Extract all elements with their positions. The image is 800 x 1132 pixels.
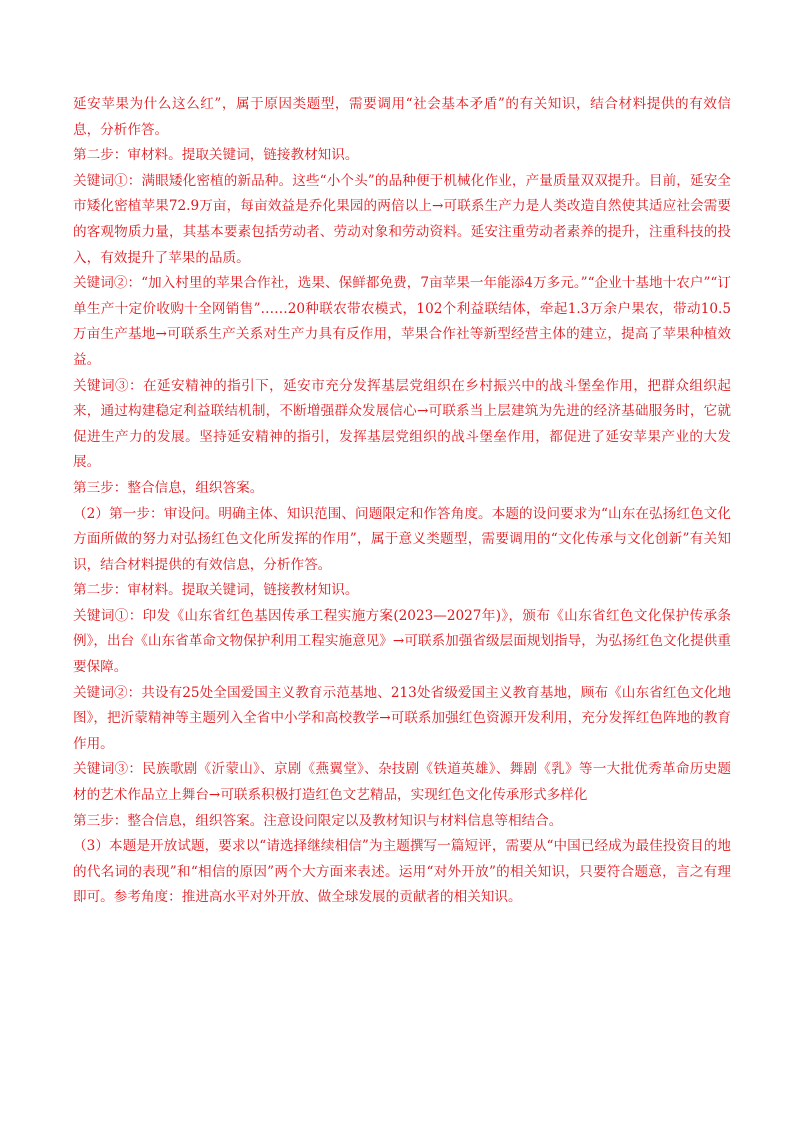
paragraph: 关键词②：共设有25处全国爱国主义教育示范基地、213处省级爱国主义教育基地，顾布《山东省红色文化地图》，把沂蒙精神等主题列入全省中小学和高校教学→可联系加强红色资源开发利用，充分发挥红色阵地的教育作用。 — [73, 684, 731, 752]
answer-analysis — [73, 92, 731, 911]
paragraph: 关键词①：印发《山东省红色基因传承工程实施方案(2023—2027年)》，颁布《山东省红色文化保护传承条例》，出台《山东省革命文物保护利用工程实施意见》→可联系加强省级层面规划指导，为弘扬红色文化提供重要保障。 — [73, 607, 731, 676]
paragraph: 第二步：审材料。提取关键词，链接教材知识。 — [73, 147, 359, 164]
paragraph: 延安苹果为什么这么红”，属于原因类题型，需要调用“社会基本矛盾”的有关知识，结合材料提供的有效信息，分析作答。 — [73, 96, 731, 138]
paragraph: （2）第一步：审设问。明确主体、知识范围、问题限定和作答角度。本题的设问要求为“山东在弘扬红色文化方面所做的努力对弘扬红色文化所发挥的作用”，属于意义类题型，需要调用的“文化传承与文化创新”有关知识，结合材料提供的有效信息，分析作答。 — [73, 505, 731, 573]
paragraph: 关键词③：民族歌剧《沂蒙山》、京剧《燕翼堂》、杂技剧《铁道英雄》、舞剧《乳》等一大批优秀革命历史题材的艺术作品立上舞台→可联系积极打造红色文艺精品，实现红色文化传承形式多样化 — [73, 761, 731, 804]
paragraph: （3）本题是开放试题，要求以“请选择继续相信”为主题撰写一篇短评，需要从“中国已经成为最佳投资目的地的代名词的表现”和“相信的原因”两个大方面来表述。运用“对外开放”的相关知识，只要符合题意，言之有理即可。参考角度：推进高水平对外开放、做全球发展的贡献者的相关知识。 — [73, 838, 731, 906]
paragraph: 关键词③：在延安精神的指引下，延安市充分发挥基层党组织在乡村振兴中的战斗堡垒作用，把群众组织起来，通过构建稳定利益联结机制，不断增强群众发展信心→可联系当上层建筑为先进的经济基础服务时，它就促进生产力的发展。坚持延安精神的指引，发挥基层党组织的战斗堡垒作用，都促进了延安苹果产业的大发展。 — [73, 377, 731, 471]
paragraph: 第三步：整合信息，组织答案。注意设问限定以及教材知识与材料信息等相结合。 — [73, 812, 563, 829]
paragraph: 关键词②：“加入村里的苹果合作社，选果、保鲜都免费，7亩苹果一年能添4万多元。”“企业十基地十农户”“订单生产十定价收购十全网销售”……20种联农带农模式，102个利益联结体，牵起1.3万余户果农，带动10.5万亩生产基地→可联系生产关系对生产力具有反作用，苹果合作社等新型经营主体的建立，提高了苹果种植效益。 — [73, 275, 731, 368]
paragraph: 关键词①：满眼矮化密植的新品种。这些“小个头”的品种便于机械化作业，产量质量双双提升。目前，延安全市矮化密植苹果72.9万亩，每亩效益是乔化果园的两倍以上→可联系生产力是人类改造自然使其适应社会需要的客观物质力量，其基本要素包括劳动者、劳动对象和劳动资料。延安注重劳动者素养的提升，注重科技的投入，有效提升了苹果的品质。 — [73, 172, 731, 266]
paragraph: 第三步：整合信息，组织答案。 — [73, 479, 264, 496]
paragraph: 第二步：审材料。提取关键词，链接教材知识。 — [73, 582, 359, 599]
